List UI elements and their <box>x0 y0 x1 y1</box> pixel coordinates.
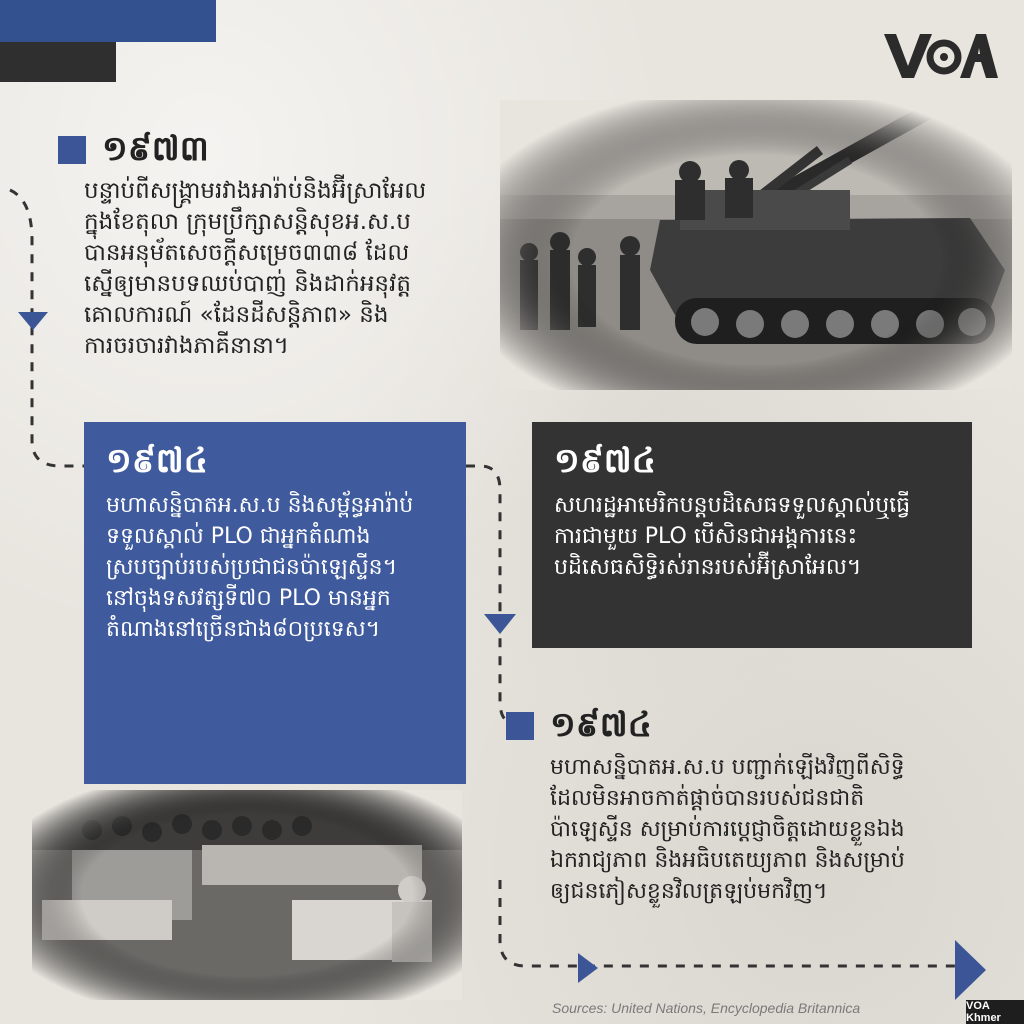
event-1974-year: ១៩៧៤ <box>550 705 652 745</box>
event-1974-rights-text <box>550 752 990 907</box>
event-1974-year: ១៩៧៤ <box>106 441 208 481</box>
text-line: គោលការណ៍ «ដែនដីសន្តិភាព» និង <box>84 302 389 328</box>
event-1974-plo-recognition-card <box>84 422 466 784</box>
text-line: តំណាងនៅច្រើនជាង៨០ប្រទេស។ <box>106 617 381 642</box>
text-line: ដែលមិនអាចកាត់ផ្តាច់បានរបស់ជនជាតិ <box>550 786 865 811</box>
voa-khmer-credit: VOA Khmer <box>966 1000 1024 1024</box>
text-line: ការជាមួយ PLO បើសិនជាអង្គការនេះ <box>554 524 858 549</box>
text-line: ការចរចារវាងភាគីនានា។ <box>84 333 289 359</box>
corner-accent-dark <box>0 42 116 82</box>
event-1974-us-position-card <box>532 422 972 648</box>
photo-un-assembly <box>32 790 462 1000</box>
text-line: នៅចុងទសវត្សទី៧០ PLO មានអ្នក <box>106 586 391 611</box>
text-line: ស្នើឲ្យមានបទឈប់បាញ់ និងដាក់អនុវត្ត <box>84 271 411 297</box>
text-line: ស្របច្បាប់របស់ប្រជាជនប៉ាឡេស្ទីន។ <box>106 555 398 580</box>
text-line: មហាសន្និបាតអ.ស.ប និងសម្ព័ន្ធអារ៉ាប់ <box>106 493 414 518</box>
event-1974-text <box>106 490 448 645</box>
event-1974-text <box>554 490 954 583</box>
event-1973-text <box>84 176 524 362</box>
text-line: បានអនុម័តសេចក្តីសម្រេច៣៣៨ ដែល <box>84 240 410 266</box>
sources-caption: Sources: United Nations, Encyclopedia Britannica <box>552 1000 861 1016</box>
event-1974-year: ១៩៧៤ <box>554 441 656 481</box>
text-line: ទទួលស្គាល់ PLO ជាអ្នកតំណាង <box>106 524 371 549</box>
text-line: បន្ទាប់ពីសង្គ្រាមរវាងអារ៉ាប់និងអ៊ីស្រាអែល <box>84 178 427 204</box>
text-line: សហរដ្ឋអាមេរិកបន្តបដិសេធទទួលស្គាល់ឬធ្វើ <box>554 493 911 518</box>
year-marker-1973 <box>58 136 86 164</box>
year-marker-1974 <box>506 712 534 740</box>
event-1973-year: ១៩៧៣ <box>102 129 209 169</box>
corner-accent-blue <box>0 0 216 42</box>
voa-logo <box>882 30 998 82</box>
text-line: មហាសន្និបាតអ.ស.ប បញ្ជាក់ឡើងវិញពីសិទ្ធិ <box>550 755 905 780</box>
text-line: ឯករាជ្យភាព និងអធិបតេយ្យភាព និងសម្រាប់ <box>550 848 905 873</box>
text-line: ប៉ាឡេស្ទីន សម្រាប់ការប្តេជ្ញាចិត្តដោយខ្លួនឯង <box>550 817 905 842</box>
photo-artillery-vehicle <box>500 100 1012 390</box>
text-line: បដិសេធសិទ្ធិរស់រានរបស់អ៊ីស្រាអែល។ <box>554 555 862 580</box>
text-line: ក្នុងខែតុលា ក្រុមប្រឹក្សាសន្តិសុខអ.ស.ប <box>84 209 411 235</box>
text-line: ឲ្យជនភៀសខ្លួនវិលត្រឡប់មកវិញ។ <box>550 879 828 904</box>
